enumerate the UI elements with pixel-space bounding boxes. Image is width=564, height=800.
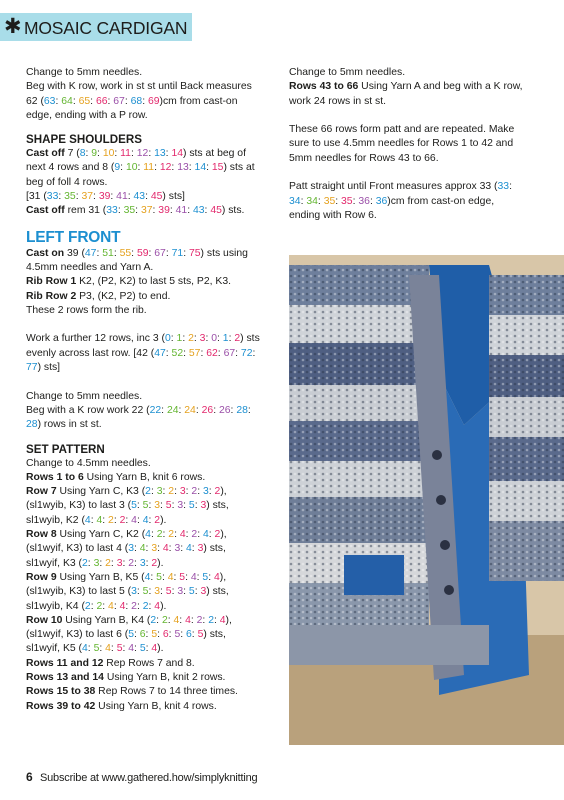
text-line: Change to 5mm needles.	[26, 390, 143, 402]
text-line: Beg with K row, work in st st until Back measures	[26, 81, 252, 93]
text-line: Rows 15 to 38 Rep Rows 7 to 14 three times.	[26, 686, 238, 698]
text-line: 4.5mm needles and Yarn A.	[26, 261, 154, 273]
text-line: 5mm needles for Rows 43 to 66.	[289, 152, 439, 164]
text-line: Rows 43 to 66 Using Yarn A and beg with a K row,	[289, 81, 523, 93]
text-line: Patt straight until Front measures approx 33 (33:	[289, 181, 512, 193]
text-line: Rows 13 and 14 Using Yarn B, knit 2 rows.	[26, 671, 226, 683]
text-line: 77) sts]	[26, 362, 61, 374]
asterisk-icon: ✱	[4, 15, 22, 38]
ribbed-hem	[289, 625, 489, 665]
text-line: evenly across last row. [42 (47: 52: 57: 62: 67: 72:	[26, 347, 256, 359]
cardigan-illustration	[289, 255, 564, 745]
right-column	[289, 66, 547, 223]
text-line: Change to 5mm needles.	[26, 67, 143, 78]
cardigan-right-panel	[489, 275, 564, 581]
text-line: sl1wyif, K3 (2: 3: 2: 3: 2: 3: 2).	[26, 557, 164, 569]
text-line: 62 (63: 64: 65: 66: 67: 68: 69)cm from cast-on	[26, 95, 238, 107]
text-line: sl1wyif, K5 (4: 5: 4: 5: 4: 5: 4).	[26, 643, 164, 655]
text-line: Rib Row 2 P3, (K2, P2) to end.	[26, 290, 171, 302]
text-line: Row 9 Using Yarn B, K5 (4: 5: 4: 5: 4: 5: 4),	[26, 571, 227, 583]
text-line: Cast off rem 31 (33: 35: 37: 39: 41: 43: 45) sts.	[26, 205, 245, 217]
text-line: Row 10 Using Yarn B, K4 (2: 2: 4: 4: 2: 2: 4),	[26, 614, 232, 626]
text-line: 34: 34: 35: 35: 36: 36)cm from cast-on edge,	[289, 195, 495, 207]
watermark: PassionForum.ru	[487, 780, 556, 790]
text-line: (sl1wyib, K3) to last 5 (3: 5: 3: 5: 3: 5: 3) sts,	[26, 586, 229, 598]
text-line: edge, ending with a P row.	[26, 109, 148, 121]
text-line: (sl1wyif, K3) to last 4 (3: 4: 3: 4: 3: 4: 3) sts,	[26, 543, 226, 555]
text-line: Row 8 Using Yarn C, K2 (4: 2: 2: 4: 2: 4: 2),	[26, 529, 227, 541]
text-line: Rows 39 to 42 Using Yarn B, knit 4 rows.	[26, 700, 217, 712]
text-line: Beg with a K row work 22 (22: 24: 24: 26: 26: 28:	[26, 404, 251, 416]
text-line: [31 (33: 35: 37: 39: 41: 43: 45) sts]	[26, 191, 185, 203]
text-line: (sl1wyib, K3) to last 3 (5: 5: 3: 5: 3: 5: 3) sts,	[26, 500, 229, 512]
text-line: next 4 rows and 8 (9: 10: 11: 12: 13: 14: 15) sts at	[26, 162, 255, 174]
text-line: beg of foll 4 rows.	[26, 176, 108, 188]
left-column	[26, 66, 280, 714]
text-line: Work a further 12 rows, inc 3 (0: 1: 2: 3: 0: 1: 2) sts	[26, 333, 260, 345]
text-line: Rib Row 1 K2, (P2, K2) to last 5 sts, P2, K3.	[26, 276, 232, 288]
text-line: Row 7 Using Yarn C, K3 (2: 3: 2: 3: 2: 3: 2),	[26, 486, 227, 498]
text-line: sure to use 4.5mm needles for Rows 1 to 42 and	[289, 138, 514, 150]
text-line: Change to 5mm needles.	[289, 67, 406, 78]
text-line: These 66 rows form patt and are repeated. Make	[289, 124, 515, 136]
text-line: Rows 11 and 12 Rep Rows 7 and 8.	[26, 657, 195, 669]
text-line: 28) rows in st st.	[26, 419, 102, 431]
text-line: work 24 rows in st st.	[289, 95, 387, 107]
shirt-cuff	[344, 555, 404, 595]
page-number: 6	[26, 770, 33, 784]
subheading-shape-shoulders: SHAPE SHOULDERS	[26, 133, 142, 147]
cardigan-photo	[289, 255, 564, 745]
text-line: These 2 rows form the rib.	[26, 304, 147, 316]
text-line: Cast on 39 (47: 51: 55: 59: 67: 71: 75) sts using	[26, 247, 248, 259]
page-title: MOSAIC CARDIGAN	[24, 18, 188, 38]
text-line: sl1wyib, K4 (2: 2: 4: 4: 2: 2: 4).	[26, 600, 167, 612]
text-line: sl1wyib, K2 (4: 4: 2: 2: 4: 4: 2).	[26, 514, 167, 526]
text-line: Rows 1 to 6 Using Yarn B, knit 6 rows.	[26, 471, 206, 483]
back-instructions	[26, 66, 280, 123]
text-line: Change to 4.5mm needles.	[26, 457, 151, 469]
text-line: ending with Row 6.	[289, 209, 377, 221]
header-band	[0, 13, 192, 41]
subscribe-link[interactable]: Subscribe at www.gathered.how/simplyknitting	[40, 772, 258, 784]
subheading-set-pattern: SET PATTERN	[26, 442, 105, 456]
text-line: (sl1wyif, K3) to last 6 (5: 6: 5: 6: 5: 6: 5) sts,	[26, 629, 226, 641]
text-line: Cast off 7 (8: 9: 10: 11: 12: 13: 14) sts at beg of	[26, 148, 246, 160]
section-heading-left-front: LEFT FRONT	[26, 228, 121, 246]
